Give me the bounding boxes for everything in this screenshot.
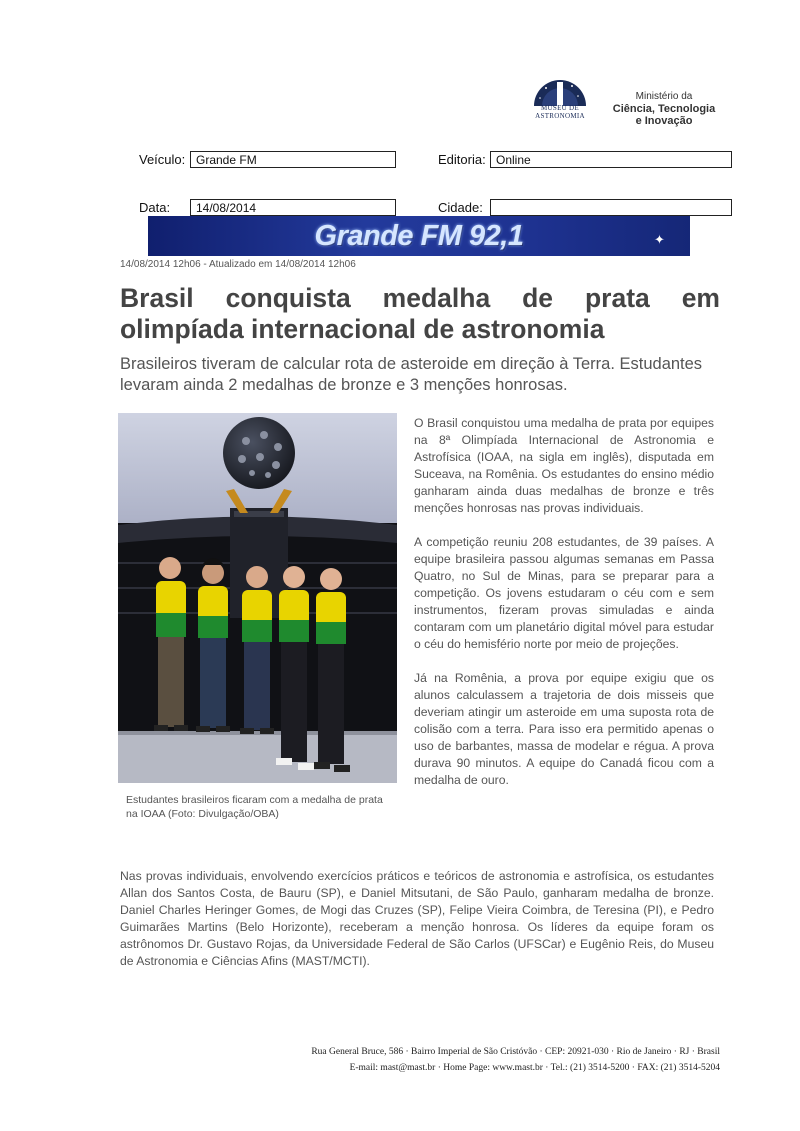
student-figure (154, 557, 188, 731)
ministry-logo (604, 91, 724, 127)
photo-caption: Estudantes brasileiros ficaram com a medalha de prata na IOAA (Foto: Divulgação/OBA) (126, 794, 383, 820)
student-figure (240, 566, 274, 734)
article-right-column (414, 415, 714, 806)
article-headline: Brasil conquista medalha de prata em olimpíada internacional de astronomia (120, 283, 720, 344)
ministry-line-2: Ciência, Tecnologia (612, 103, 716, 115)
veiculo-label: Veículo: (139, 152, 186, 167)
article-photo (118, 413, 397, 783)
veiculo-field[interactable]: Grande FM (190, 151, 396, 168)
grande-fm-banner (148, 216, 690, 256)
editoria-field[interactable]: Online (490, 151, 732, 168)
observatory-dome-icon (528, 74, 592, 108)
students-planetarium-image (118, 413, 397, 783)
ministry-line-3: e Inovação (635, 115, 693, 127)
sparkle-icon: ✦ (654, 232, 665, 247)
footer-address: Rua General Bruce, 586 · Bairro Imperial de São Cristóvão · CEP: 20921-030 · Rio de Janeiro · RJ · Brasil (311, 1047, 720, 1057)
banner-brand-text: Grande FM 92,1 (314, 220, 524, 252)
editoria-label: Editoria: (438, 152, 486, 167)
ministry-line-1: Ministério da (635, 91, 693, 102)
footer-contact: E-mail: mast@mast.br · Home Page: www.mast.br · Tel.: (21) 3514-5200 · FAX: (21) 3514-5204 (349, 1063, 720, 1073)
museum-logo (528, 74, 592, 132)
article-subhead: Brasileiros tiveram de calcular rota de asteroide em direção à Terra. Estudantes levaram ainda 2 medalhas de bronze e 3 menções honrosas. (120, 355, 703, 394)
museum-logo-line: MUSEU DE (541, 104, 579, 112)
page-footer (150, 1044, 720, 1076)
cidade-label: Cidade: (438, 200, 483, 215)
cidade-field[interactable] (490, 199, 732, 216)
article-paragraph: Já na Romênia, a prova por equipe exigiu que os alunos calculassem a trajetoria de dois misseis que deveriam atingir um asteroide em uma suposta rota de colisão com a terra. Para isso era permitido apenas o uso de barbantes, massa de modelar e régua. A prova durava 90 minutos. A equipe do Canadá ficou com a medalha de ouro. (414, 671, 714, 787)
article-paragraph: O Brasil conquistou uma medalha de prata por equipes na 8ª Olimpíada Internacional de Astronomia e Astrofísica (IOAA, na sigla em inglês), disputada em Suceava, na Romênia. Os estudantes do ensino médio ganharam ainda duas medalhas de bronze e três menções honrosas nas provas individuais. (414, 416, 714, 515)
article-dateline: 14/08/2014 12h06 - Atualizado em 14/08/2014 12h06 (120, 259, 356, 270)
article-paragraph: A competição reuniu 208 estudantes, de 39 países. A equipe brasileira passou algumas semanas em Passa Quatro, no Sul de Minas, para se preparar para a competição. Os jovens estudaram o céu com e sem instrumentos, fizeram provas simuladas e ainda contaram com um planetário digital móvel para estudar o céu do hemisfério norte por meio de projeções. (414, 535, 714, 651)
data-label: Data: (139, 200, 171, 215)
museum-logo-line: ASTRONOMIA (535, 112, 585, 120)
data-field[interactable]: 14/08/2014 (190, 199, 396, 216)
article-paragraph: Nas provas individuais, envolvendo exercícios práticos e teóricos de astronomia e astrofísica, os estudantes Allan dos Santos Costa, de Bauru (SP), e Daniel Mitsutani, de São Paulo, ganharam medalha de bronze. Daniel Charles Heringer Gomes, de Mogi das Cruzes (SP), Felipe Vieira Coimbra, de Teresina (PI), e Pedro Guimarães Martins (Belo Horizonte), receberam a menção honrosa. Os líderes da equipe foram os astrônomos Dr. Gustavo Rojas, da Universidade Federal de São Carlos (UFSCar) e Eugênio Reis, do Museu de Astronomia e Ciências Afins (MAST/MCTI). (120, 869, 714, 968)
